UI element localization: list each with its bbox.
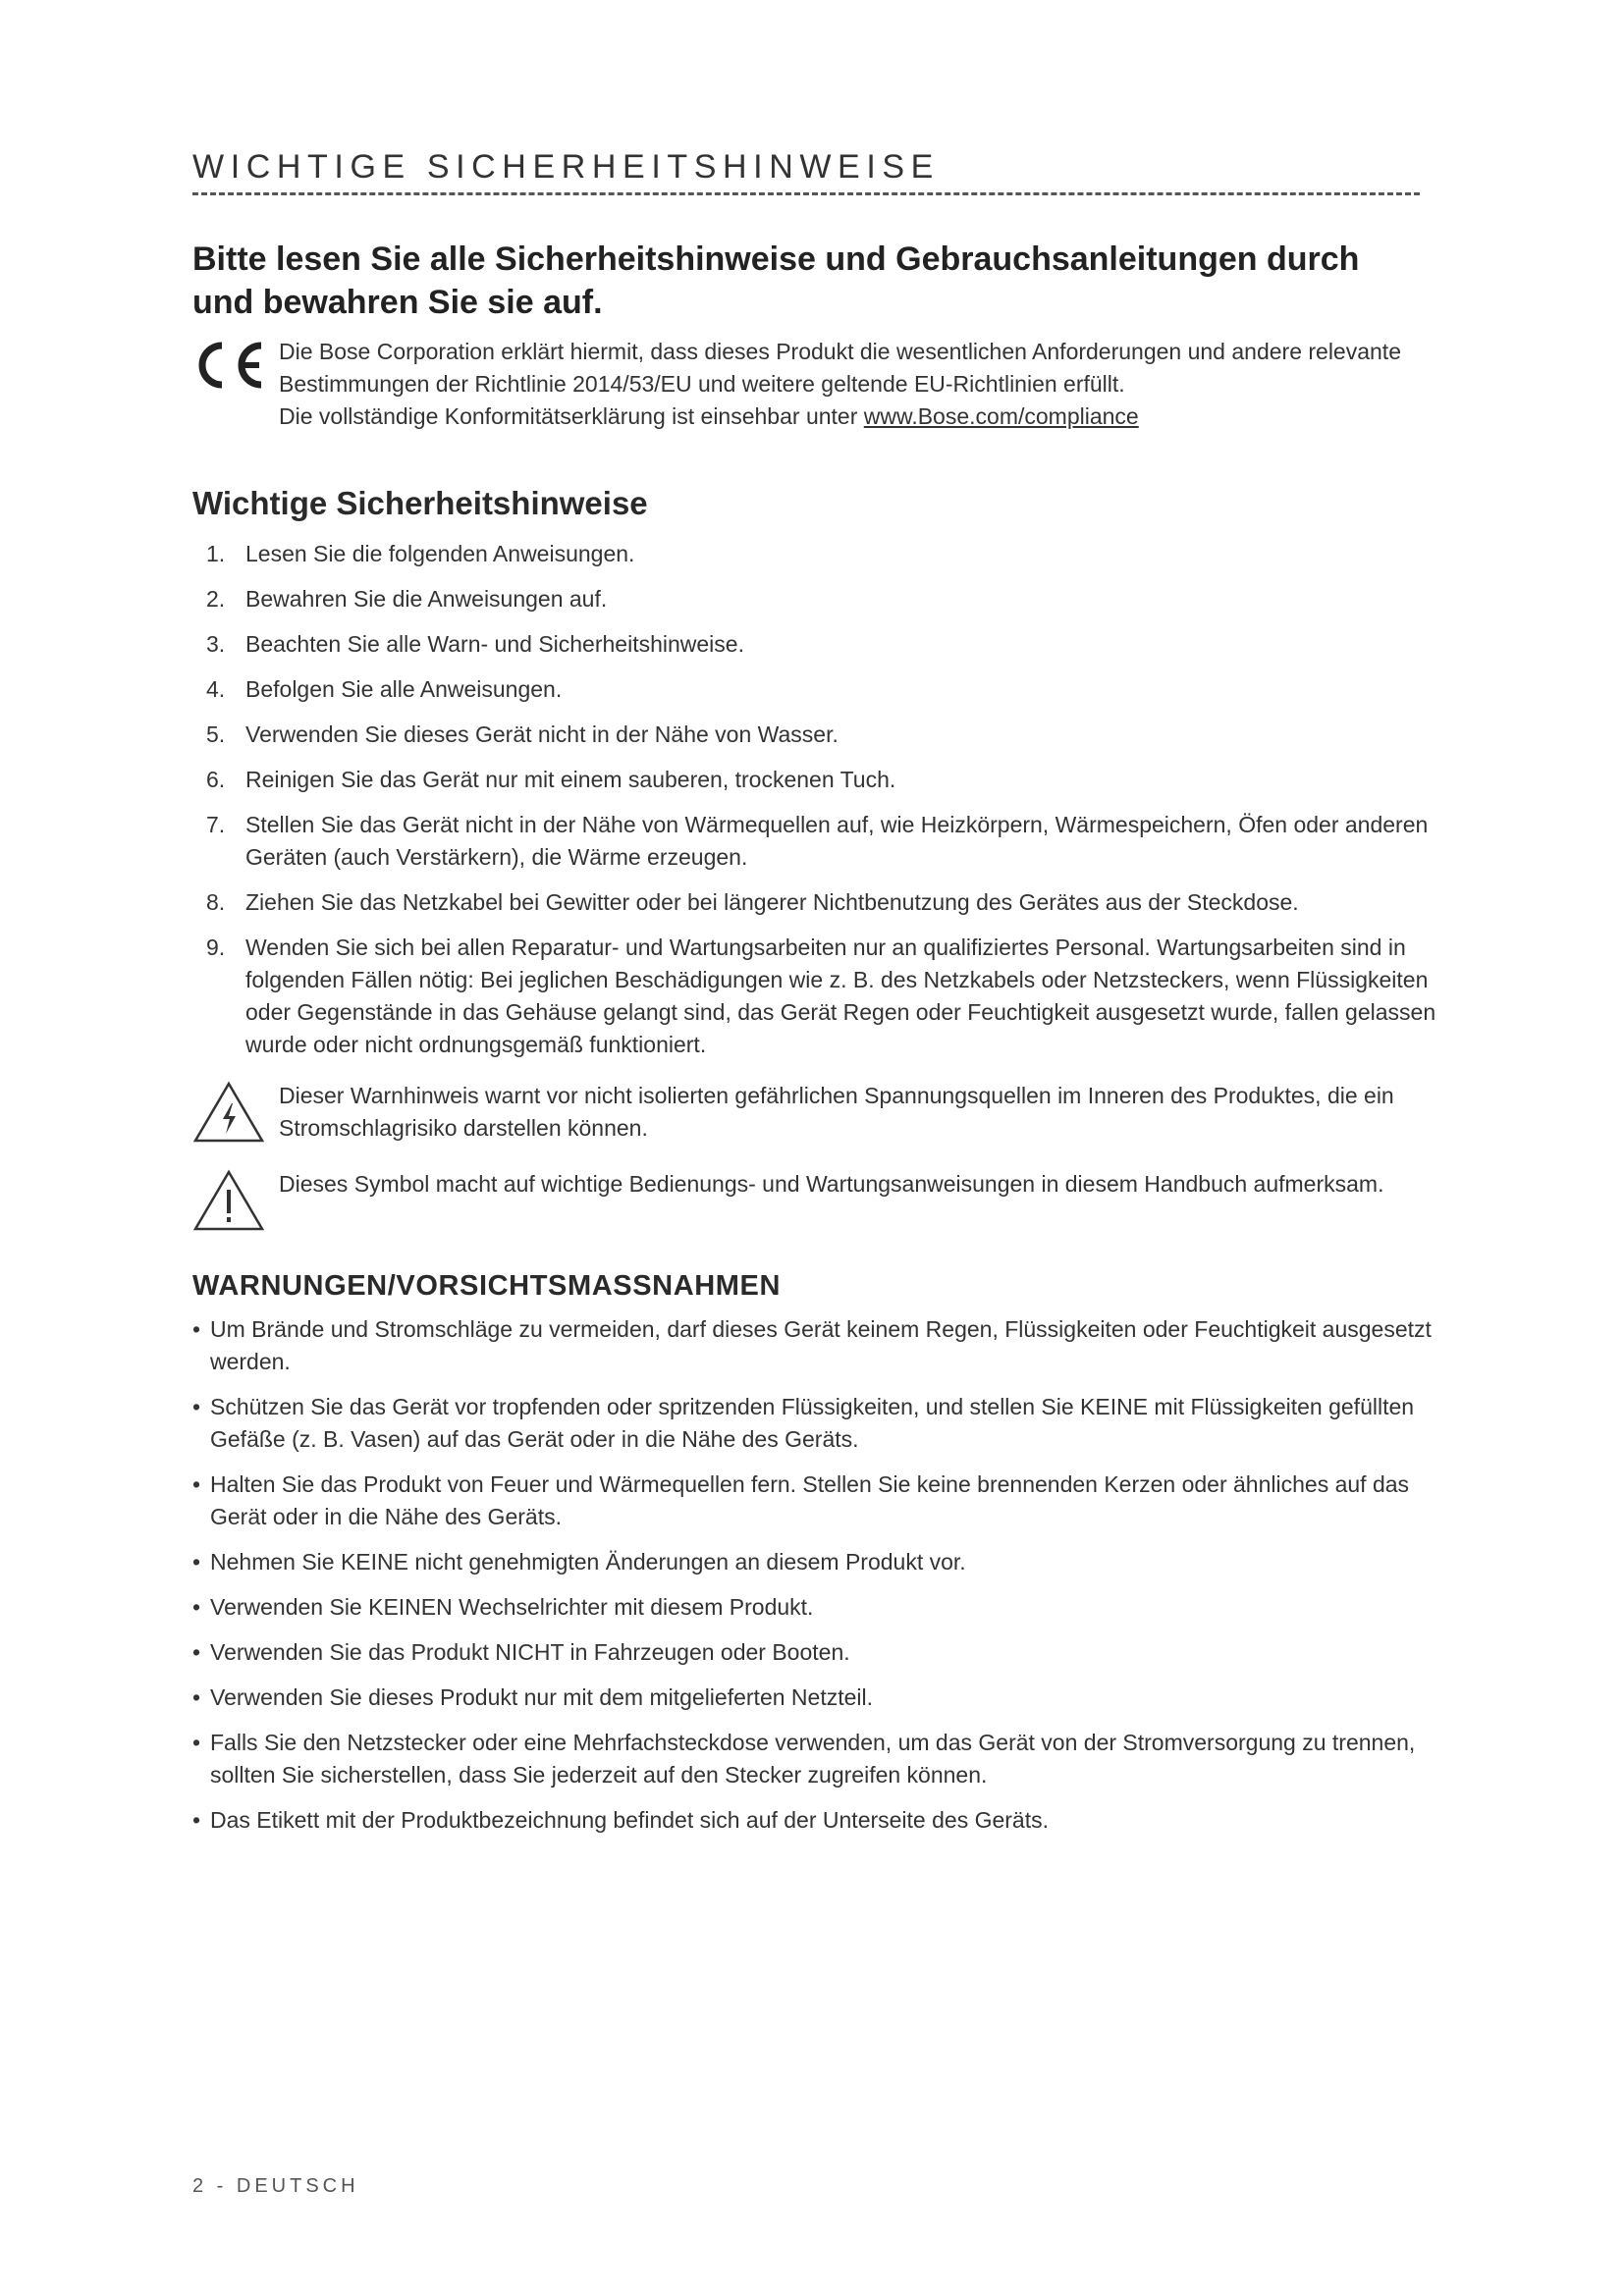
list-item (192, 1636, 1439, 1669)
list-item-number: 1. (206, 541, 226, 566)
ce-compliance-line (279, 400, 1418, 433)
list-item-text: Ziehen Sie das Netzkabel bei Gewitter oder bei längerer Nichtbenutzung des Gerätes aus der Steckdose. (245, 889, 1299, 915)
warnings-title: WARNUNGEN/VORSICHTSMASSNAHMEN (192, 1270, 782, 1302)
list-item-text: Verwenden Sie dieses Gerät nicht in der Nähe von Wasser. (245, 721, 839, 747)
bullet-icon: • (192, 1316, 201, 1342)
ce-declaration (192, 336, 1430, 434)
list-item-text: Verwenden Sie dieses Produkt nur mit dem mitgelieferten Netzteil. (210, 1684, 873, 1710)
list-item (192, 886, 1439, 919)
list-item (192, 719, 1439, 751)
list-item-text: Um Brände und Stromschläge zu vermeiden, darf dieses Gerät keinem Regen, Flüssigkeiten oder Feuchtigkeit ausgesetzt werden. (210, 1316, 1432, 1374)
list-item-text: Reinigen Sie das Gerät nur mit einem sauberen, trockenen Tuch. (245, 767, 896, 792)
exclamation-warning-icon (192, 1168, 265, 1233)
list-item-text: Beachten Sie alle Warn- und Sicherheitshinweise. (245, 631, 744, 657)
bullet-icon: • (192, 1471, 201, 1497)
list-item (192, 1727, 1439, 1791)
bullet-icon: • (192, 1639, 201, 1665)
list-item-text: Verwenden Sie KEINEN Wechselrichter mit diesem Produkt. (210, 1594, 814, 1620)
list-item-number: 3. (206, 631, 226, 657)
lightning-warning-text: Dieser Warnhinweis warnt vor nicht isolierten gefährlichen Spannungsquellen im Inneren des Produktes, die ein Stromschlagrisiko darstellen können. (279, 1083, 1394, 1141)
list-item-number: 5. (206, 721, 226, 747)
list-item (192, 1546, 1439, 1578)
list-item (192, 583, 1439, 615)
list-item (192, 538, 1439, 570)
list-item (192, 764, 1439, 796)
safety-instructions-list (192, 538, 1439, 1074)
list-item-text: Bewahren Sie die Anweisungen auf. (245, 586, 608, 612)
list-item-text: Schützen Sie das Gerät vor tropfenden oder spritzenden Flüssigkeiten, und stellen Sie KEINE mit Flüssigkeiten gefüllten Gefäße (z. B. Vasen) auf das Gerät oder in die Nähe des Geräts. (210, 1394, 1415, 1452)
list-item (192, 1391, 1439, 1456)
list-item-text: Stellen Sie das Gerät nicht in der Nähe von Wärmequellen auf, wie Heizkörpern, Wärmespeichern, Öfen oder anderen Geräten (auch Verstärkern), die Wärme erzeugen. (245, 812, 1429, 870)
bullet-icon: • (192, 1730, 201, 1755)
safety-instructions-title: Wichtige Sicherheitshinweise (192, 485, 648, 521)
list-item (192, 1804, 1439, 1837)
page-title: WICHTIGE SICHERHEITSHINWEISE (192, 148, 940, 186)
page-header (192, 147, 1420, 195)
list-item-text: Wenden Sie sich bei allen Reparatur- und Wartungsarbeiten nur an qualifiziertes Personal. Wartungsarbeiten sind in folgenden Fällen nötig: Bei jeglichen Beschädigungen wie z. B. des Netzkabels oder Netzsteckers, wenn Flüssigkeiten oder Gegenstände in das Gehäuse gelangt sind, das Gerät Regen oder Feuchtigkeit ausgesetzt wurde, fallen gelassen wurde oder nicht ordnungsgemäß funktioniert. (245, 934, 1436, 1057)
list-item-text: Verwenden Sie das Produkt NICHT in Fahrzeugen oder Booten. (210, 1639, 850, 1665)
list-item (192, 1468, 1439, 1533)
list-item (192, 673, 1439, 706)
list-item-text: Halten Sie das Produkt von Feuer und Wärmequellen fern. Stellen Sie keine brennenden Kerzen oder ähnliches auf das Gerät oder in die Nähe des Geräts. (210, 1471, 1410, 1529)
header-divider (192, 192, 1420, 195)
list-item-text: Nehmen Sie KEINE nicht genehmigten Änderungen an diesem Produkt vor. (210, 1549, 966, 1575)
list-item-text: Das Etikett mit der Produktbezeichnung befindet sich auf der Unterseite des Geräts. (210, 1807, 1049, 1833)
bullet-icon: • (192, 1394, 201, 1419)
list-item-number: 2. (206, 586, 226, 612)
bullet-icon: • (192, 1684, 201, 1710)
list-item-text: Falls Sie den Netzstecker oder eine Mehrfachsteckdose verwenden, um das Gerät von der Stromversorgung zu trennen, sollten Sie sicherstellen, dass Sie jederzeit auf den Stecker zugreifen können. (210, 1730, 1416, 1788)
list-item-number: 6. (206, 767, 226, 792)
list-item-number: 9. (206, 934, 226, 960)
list-item (192, 932, 1439, 1061)
bullet-icon: • (192, 1807, 201, 1833)
list-item-text: Lesen Sie die folgenden Anweisungen. (245, 541, 635, 566)
page-number: 2 - DEUTSCH (192, 2175, 359, 2197)
list-item (192, 1682, 1439, 1714)
list-item-number: 4. (206, 676, 226, 702)
exclamation-warning-text: Dieses Symbol macht auf wichtige Bedienungs- und Wartungsanweisungen in diesem Handbuch aufmerksam. (279, 1171, 1384, 1197)
compliance-link[interactable]: www.Bose.com/compliance (863, 403, 1139, 429)
ce-text (279, 336, 1418, 433)
list-item (192, 1591, 1439, 1624)
warnings-list (192, 1313, 1439, 1849)
list-item (192, 1313, 1439, 1378)
ce-statement: Die Bose Corporation erklärt hiermit, dass dieses Produkt die wesentlichen Anforderungen und andere relevante Bestimmungen der Richtlinie 2014/53/EU und weitere geltende EU-Richtlinien erfüllt. (279, 339, 1401, 397)
list-item (192, 628, 1439, 661)
list-item-text: Befolgen Sie alle Anweisungen. (245, 676, 563, 702)
ce-compliance-prefix: Die vollständige Konformitätserklärung ist einsehbar unter (279, 403, 864, 429)
bullet-icon: • (192, 1594, 201, 1620)
ce-mark-icon (192, 338, 267, 393)
intro-heading: Bitte lesen Sie alle Sicherheitshinweise und Gebrauchsanleitungen durch und bewahren Sie sie auf. (192, 240, 1360, 321)
list-item-number: 7. (206, 812, 226, 837)
bullet-icon: • (192, 1549, 201, 1575)
list-item-number: 8. (206, 889, 226, 915)
lightning-warning-icon (192, 1080, 265, 1145)
list-item (192, 809, 1439, 874)
